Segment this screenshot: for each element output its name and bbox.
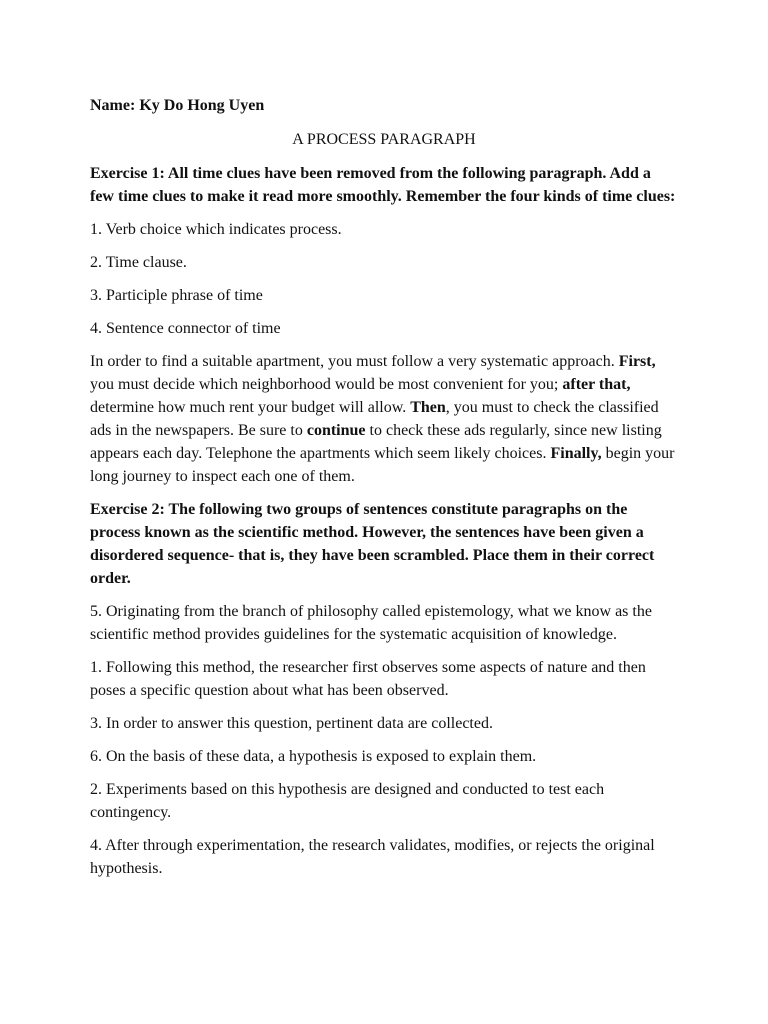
paragraph-text: to check these ads regularly, since new listing appears each day. Telephone the apartments which seem likely choices. (90, 422, 662, 462)
scrambled-sentence: 4. After through experimentation, the research validates, modifies, or rejects the original hypothesis. (90, 837, 655, 877)
exercise-2-instruction: Exercise 2: The following two groups of sentences constitute paragraphs on the process known as the scientific method. However, the sentences have been given a disordered sequence- that is, they have been scrambled. Place them in their correct order. (90, 501, 655, 587)
paragraph-text: you must decide which neighborhood would be most convenient for you; (90, 376, 559, 393)
time-clue-first: First, (618, 353, 656, 370)
scrambled-sentence: 1. Following this method, the researcher first observes some aspects of nature and then poses a specific question about what has been observed. (90, 659, 646, 699)
document-page (90, 94, 678, 890)
scrambled-sentence: 6. On the basis of these data, a hypothesis is exposed to explain them. (90, 748, 537, 765)
student-name: Name: Ky Do Hong Uyen (90, 97, 265, 114)
time-clue-item: 4. Sentence connector of time (90, 320, 281, 337)
paragraph-text: In order to find a suitable apartment, you must follow a very systematic approach. (90, 353, 615, 370)
paragraph-text: , you must to check the classified ads in the newspapers. Be sure to (90, 399, 659, 439)
time-clue-item: 1. Verb choice which indicates process. (90, 221, 342, 238)
document-title: A PROCESS PARAGRAPH (292, 131, 476, 148)
time-clue-then: Then (410, 399, 446, 416)
time-clue-item: 2. Time clause. (90, 254, 187, 271)
scrambled-sentence: 2. Experiments based on this hypothesis are designed and conducted to test each contingency. (90, 781, 605, 821)
time-clue-after-that: after that, (562, 376, 631, 393)
time-clue-finally: Finally, (550, 445, 602, 462)
time-clue-item: 3. Participle phrase of time (90, 287, 263, 304)
scrambled-sentence: 3. In order to answer this question, pertinent data are collected. (90, 715, 493, 732)
paragraph-text: determine how much rent your budget will allow. (90, 399, 407, 416)
exercise-1-instruction: Exercise 1: All time clues have been removed from the following paragraph. Add a few time clues to make it read more smoothly. Remember the four kinds of time clues: (90, 165, 676, 205)
paragraph-text: begin your long journey to inspect each one of them. (90, 445, 675, 485)
exercise-1-paragraph (90, 350, 678, 488)
scrambled-sentence: 5. Originating from the branch of philosophy called epistemology, what we know as the scientific method provides guidelines for the systematic acquisition of knowledge. (90, 603, 652, 643)
time-clue-continue: continue (306, 422, 366, 439)
